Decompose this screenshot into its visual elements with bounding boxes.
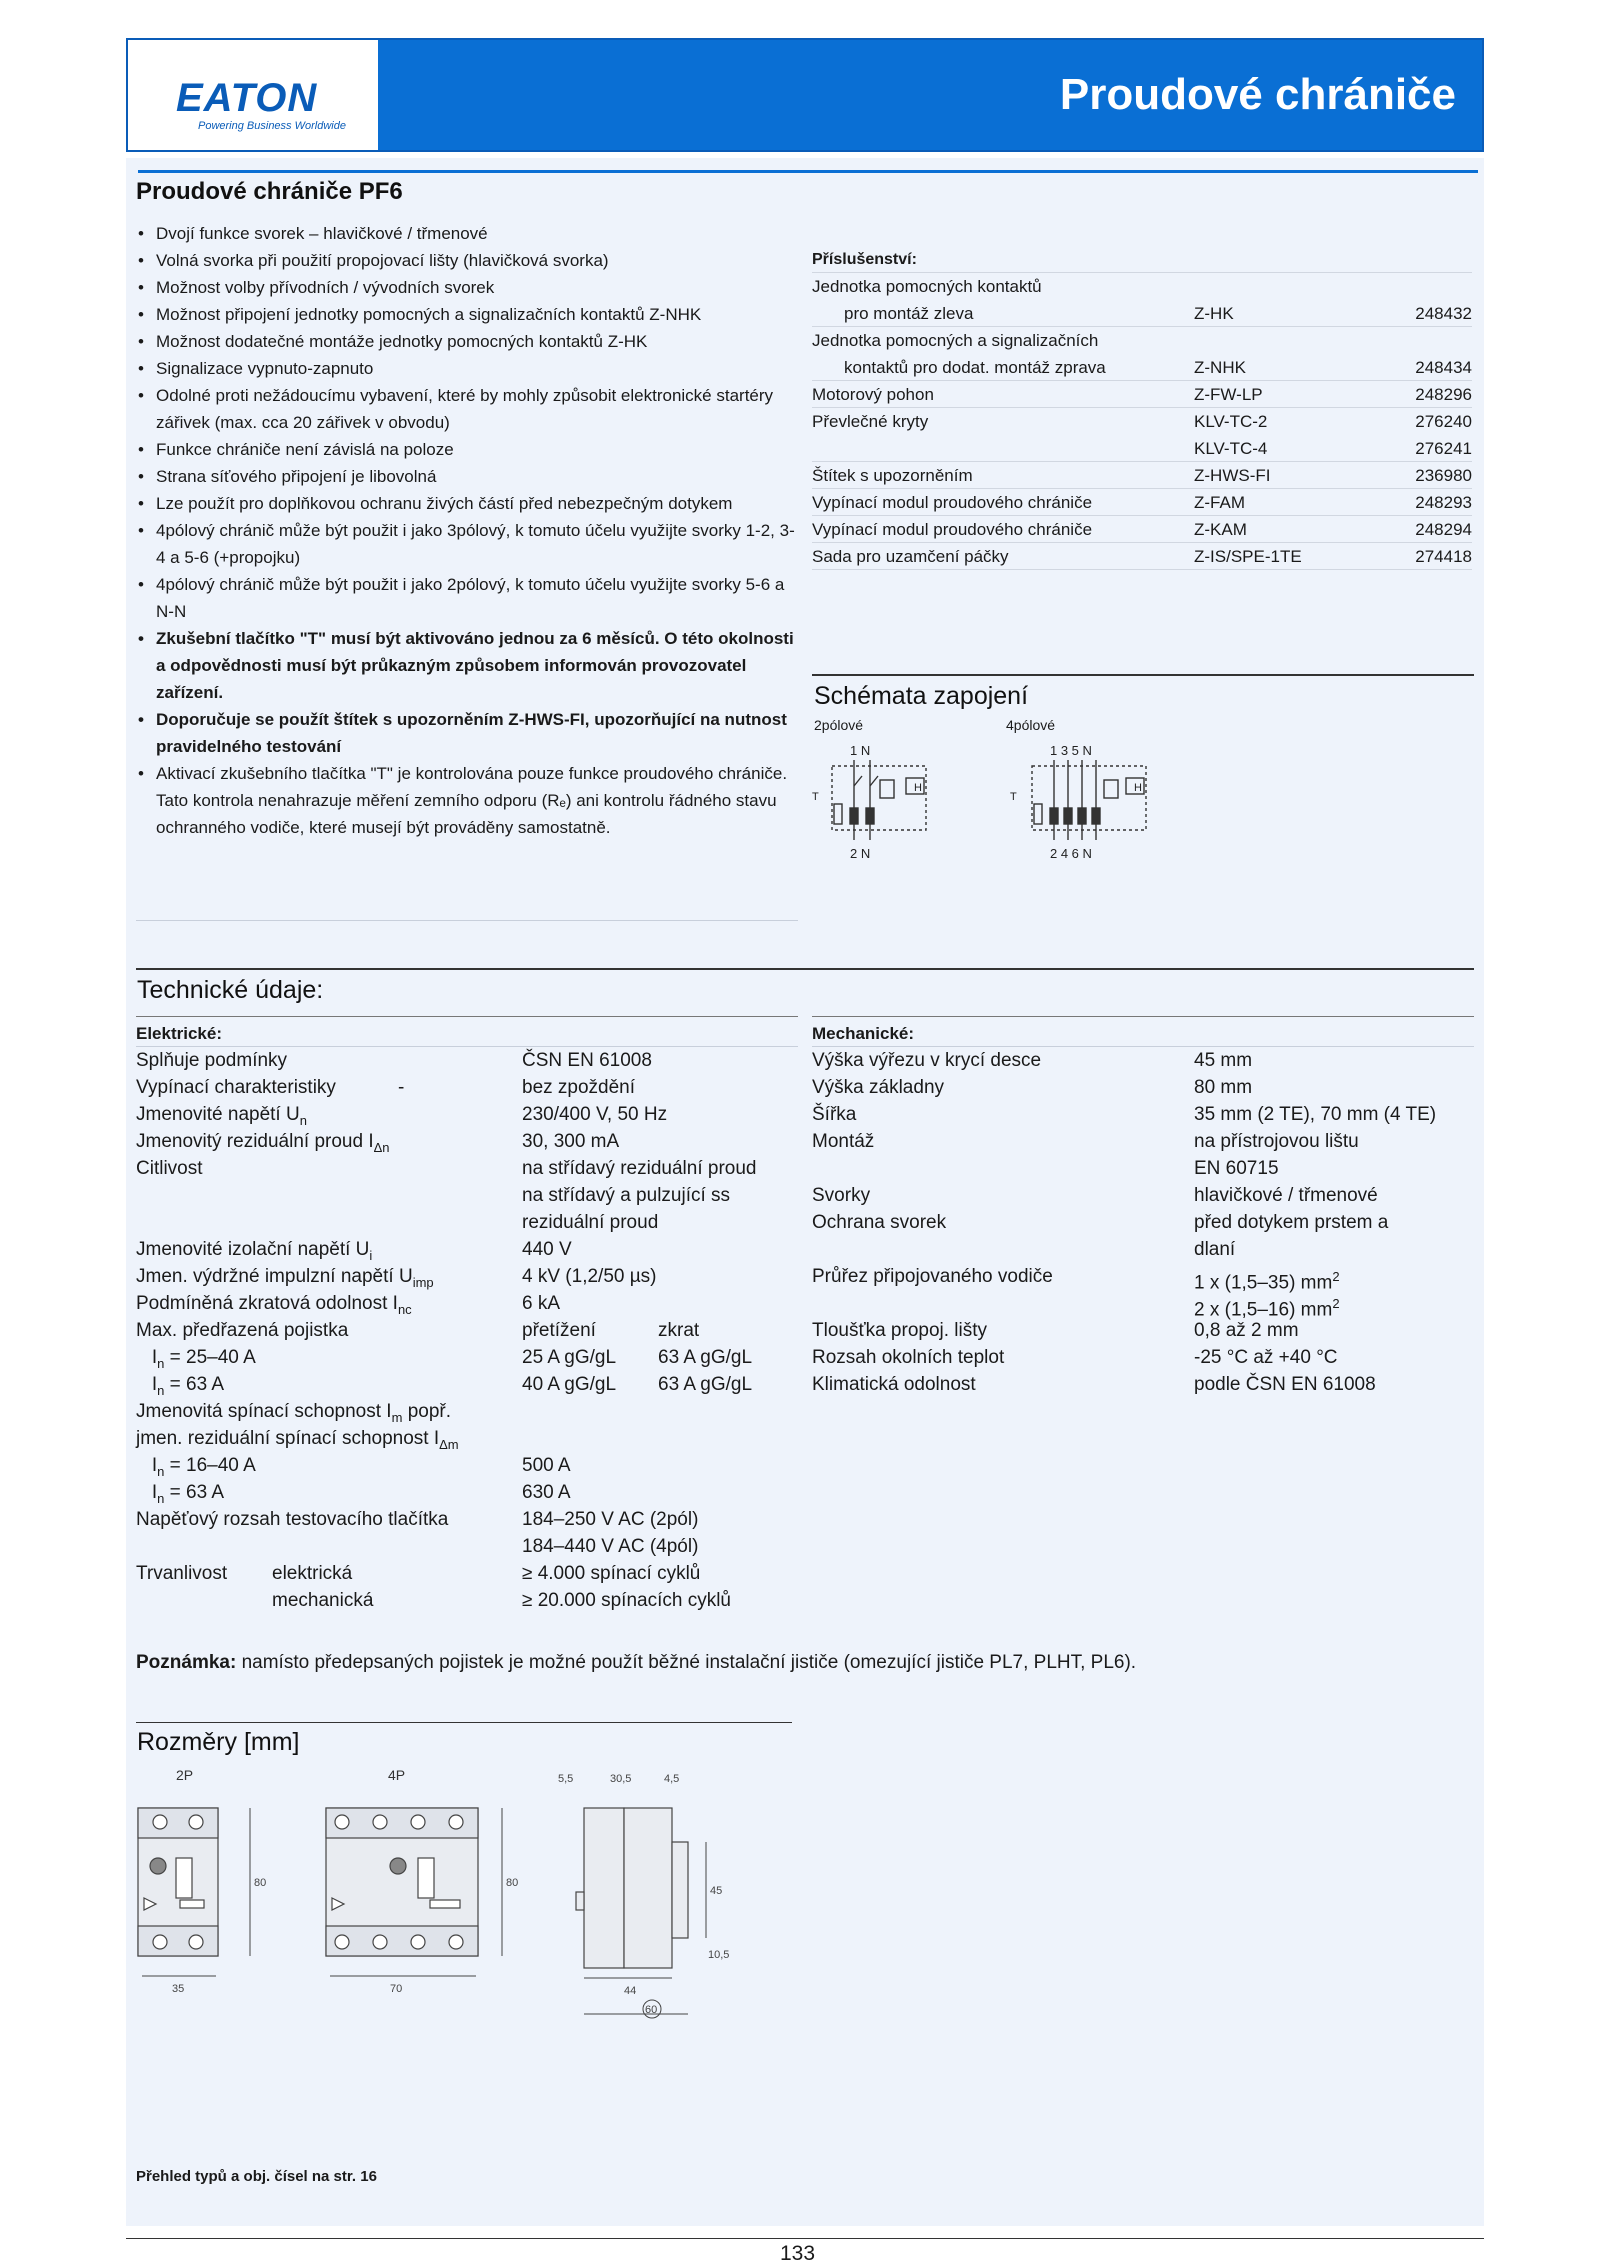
electrical-row bbox=[136, 1479, 798, 1506]
mechanical-param bbox=[812, 1236, 1194, 1263]
accessory-type: Z-HWS-FI bbox=[1194, 466, 1271, 485]
electrical-qualifier bbox=[398, 1479, 522, 1506]
mechanical-title: Mechanické: bbox=[812, 1020, 1474, 1047]
electrical-param bbox=[136, 1128, 398, 1155]
mechanical-row bbox=[812, 1182, 1474, 1209]
electrical-param-text: I bbox=[136, 1482, 158, 1503]
electrical-row bbox=[136, 1317, 798, 1344]
accessory-code: 248296 bbox=[1415, 385, 1472, 404]
eaton-logo bbox=[128, 40, 378, 150]
dimensions-rule bbox=[136, 1722, 792, 1723]
mechanical-row bbox=[812, 1263, 1474, 1294]
feature-item: • Odolné proti nežádoucímu vybavení, které by mohly způsobit elektronické startéry zářivek (max. cca 20 zářivek v obvodu) bbox=[136, 382, 796, 436]
electrical-param bbox=[136, 1371, 398, 1398]
electrical-row bbox=[136, 1425, 798, 1452]
accessory-code: 236980 bbox=[1415, 466, 1472, 485]
dim-side-height: 45 bbox=[710, 1885, 723, 1897]
electrical-value-2: zkrat bbox=[658, 1320, 700, 1341]
accessory-type: KLV-TC-2 bbox=[1194, 412, 1268, 431]
electrical-row bbox=[136, 1398, 798, 1425]
electrical-param-text: Splňuje podmínky bbox=[136, 1050, 288, 1071]
electrical-row bbox=[136, 1182, 798, 1209]
electrical-value: 40 A gG/gL bbox=[522, 1374, 617, 1395]
electrical-param bbox=[136, 1047, 398, 1074]
accessory-row bbox=[812, 516, 1472, 543]
electrical-value bbox=[522, 1425, 798, 1452]
electrical-row bbox=[136, 1074, 798, 1101]
divider bbox=[136, 920, 798, 921]
electrical-value: 25 A gG/gL bbox=[522, 1347, 617, 1368]
electrical-qualifier bbox=[398, 1047, 522, 1074]
electrical-qualifier bbox=[398, 1506, 522, 1533]
feature-item: • Lze použít pro doplňkovou ochranu živých částí před nebezpečným dotykem bbox=[136, 490, 796, 517]
electrical-param-text: Napěťový rozsah testovacího tlačítka bbox=[136, 1509, 449, 1530]
wiring-schemes bbox=[810, 736, 1170, 866]
scheme-4p bbox=[1010, 743, 1146, 861]
mechanical-param: Průřez připojovaného vodiče bbox=[812, 1266, 1053, 1287]
accessory-code: 248293 bbox=[1415, 493, 1472, 512]
electrical-qualifier: mechanická bbox=[272, 1590, 374, 1611]
accessory-name bbox=[812, 435, 1194, 461]
electrical-param bbox=[136, 1209, 398, 1236]
dim-side-small: 10,5 bbox=[708, 1949, 730, 1961]
electrical-qualifier bbox=[398, 1398, 522, 1425]
feature-item: • Aktivací zkušebního tlačítka "T" je kontrolována pouze funkce proudového chrániče. Tato kontrola nenahrazuje měření zemního odporu (Rₑ) ani kontrolu řádného stavu ochranného vodiče, které musejí být prováděny samostatně. bbox=[136, 760, 796, 841]
scheme-2p-t: T bbox=[812, 791, 819, 803]
scheme-4p-top: 1 3 5 N bbox=[1050, 743, 1092, 758]
dim-4p-width: 70 bbox=[390, 1983, 403, 1995]
electrical-title: Elektrické: bbox=[136, 1020, 798, 1047]
feature-list bbox=[136, 220, 796, 841]
feature-item: • Možnost volby přívodních / vývodních svorek bbox=[136, 274, 796, 301]
mechanical-value bbox=[1194, 1047, 1474, 1074]
feature-item: • Zkušební tlačítko "T" musí být aktivováno jednou za 6 měsíců. O této okolnosti a odpovědnosti musí být průkazným způsobem informován provozovatel zařízení. bbox=[136, 625, 796, 706]
top-blue-rule bbox=[138, 170, 1478, 173]
mechanical-value bbox=[1194, 1209, 1474, 1236]
feature-item: • Volná svorka při použití propojovací lišty (hlavičková svorka) bbox=[136, 247, 796, 274]
note-label: Poznámka: bbox=[136, 1652, 237, 1673]
electrical-table bbox=[136, 1020, 798, 1614]
electrical-param bbox=[136, 1587, 272, 1614]
tech-rule bbox=[136, 968, 1474, 970]
page-header bbox=[126, 38, 1484, 152]
mechanical-param: Svorky bbox=[812, 1185, 871, 1206]
electrical-value: ≥ 20.000 spínacích cyklů bbox=[522, 1590, 731, 1611]
dim-2p-width: 35 bbox=[172, 1983, 185, 1995]
note bbox=[136, 1652, 1136, 1674]
tech-left-rule bbox=[136, 1016, 798, 1017]
mechanical-value-text: 45 mm bbox=[1194, 1050, 1253, 1071]
accessory-row bbox=[812, 435, 1472, 462]
electrical-value bbox=[522, 1398, 798, 1425]
scheme-2p-h: H bbox=[914, 782, 922, 794]
electrical-param bbox=[136, 1290, 412, 1317]
electrical-value: 440 V bbox=[522, 1239, 572, 1260]
accessory-row bbox=[812, 543, 1472, 570]
electrical-value: 6 kA bbox=[522, 1293, 561, 1314]
device-side bbox=[576, 1808, 688, 1968]
mechanical-value-text: před dotykem prstem a bbox=[1194, 1212, 1389, 1233]
feature-item: • Doporučuje se použít štítek s upozorněním Z-HWS-FI, upozorňující na nutnost pravidelného testování bbox=[136, 706, 796, 760]
scheme-2p-top: 1 N bbox=[850, 743, 871, 758]
electrical-value: reziduální proud bbox=[522, 1212, 659, 1233]
mechanical-row bbox=[812, 1074, 1474, 1101]
mechanical-value bbox=[1194, 1371, 1474, 1398]
electrical-row bbox=[136, 1344, 798, 1371]
electrical-param-text: Vypínací charakteristiky bbox=[136, 1077, 336, 1098]
electrical-param-suffix: = 25–40 A bbox=[164, 1347, 256, 1368]
electrical-row bbox=[136, 1371, 798, 1398]
feature-item: • 4pólový chránič může být použit i jako 3pólový, k tomuto účelu využijte svorky 1-2, 3-4 a 5-6 (+propojku) bbox=[136, 517, 796, 571]
electrical-param-sub: n bbox=[157, 1463, 165, 1479]
dim-2p-height: 80 bbox=[254, 1877, 267, 1889]
accessory-type: Z-NHK bbox=[1194, 358, 1246, 377]
mechanical-table bbox=[812, 1020, 1474, 1398]
mechanical-param bbox=[812, 1155, 1194, 1182]
electrical-row bbox=[136, 1452, 798, 1479]
order-reference: Přehled typů a obj. čísel na str. 16 bbox=[136, 2168, 377, 2185]
mechanical-param: Tloušťka propoj. lišty bbox=[812, 1320, 988, 1341]
tech-title: Technické údaje: bbox=[137, 976, 324, 1004]
accessory-row bbox=[812, 462, 1472, 489]
electrical-value: 184–250 V AC (2pól) bbox=[522, 1509, 699, 1530]
electrical-param-suffix: = 63 A bbox=[164, 1482, 225, 1503]
accessory-name: kontaktů pro dodat. montáž zprava bbox=[844, 358, 1106, 377]
mechanical-value bbox=[1194, 1101, 1474, 1128]
electrical-param bbox=[136, 1479, 398, 1506]
electrical-row bbox=[136, 1047, 798, 1074]
device-2p bbox=[138, 1808, 218, 1956]
accessory-row bbox=[812, 273, 1472, 300]
mechanical-value-text: EN 60715 bbox=[1194, 1158, 1279, 1179]
mechanical-value-text: dlaní bbox=[1194, 1239, 1236, 1260]
electrical-param-suffix: = 16–40 A bbox=[164, 1455, 256, 1476]
electrical-qualifier bbox=[398, 1209, 522, 1236]
electrical-param-suffix: popř. bbox=[402, 1401, 452, 1422]
accessory-name: Štítek s upozorněním bbox=[812, 466, 973, 485]
feature-item: • Dvojí funkce svorek – hlavičkové / třmenové bbox=[136, 220, 796, 247]
mechanical-row bbox=[812, 1155, 1474, 1182]
electrical-param bbox=[136, 1263, 434, 1290]
electrical-row bbox=[136, 1560, 798, 1587]
electrical-param bbox=[136, 1182, 398, 1209]
dimension-drawings bbox=[130, 1762, 790, 2032]
accessory-type: Z-HK bbox=[1194, 304, 1234, 323]
electrical-qualifier bbox=[398, 1371, 522, 1398]
mechanical-value-text: 80 mm bbox=[1194, 1077, 1253, 1098]
dim-side-top-3: 4,5 bbox=[664, 1773, 680, 1785]
electrical-row bbox=[136, 1101, 798, 1128]
electrical-qualifier bbox=[398, 1317, 522, 1344]
electrical-qualifier: elektrická bbox=[272, 1563, 353, 1584]
mechanical-value-text: na přístrojovou lištu bbox=[1194, 1131, 1359, 1152]
mechanical-row bbox=[812, 1101, 1474, 1128]
scheme-2p-bottom: 2 N bbox=[850, 846, 871, 861]
header-band bbox=[378, 40, 1482, 150]
accessory-row bbox=[812, 300, 1472, 327]
accessory-type: Z-IS/SPE-1TE bbox=[1194, 547, 1302, 566]
electrical-param-text: Max. předřazená pojistka bbox=[136, 1320, 349, 1341]
electrical-param-text: Jmenovitá spínací schopnost I bbox=[136, 1401, 392, 1422]
accessory-row bbox=[812, 354, 1472, 381]
product-title: Proudové chrániče PF6 bbox=[136, 178, 403, 205]
mechanical-row bbox=[812, 1317, 1474, 1344]
accessories-table bbox=[812, 246, 1472, 570]
mechanical-value bbox=[1194, 1263, 1474, 1294]
accessory-name: Vypínací modul proudového chrániče bbox=[812, 493, 1093, 512]
electrical-value: přetížení bbox=[522, 1320, 596, 1341]
scheme-4p-h: H bbox=[1134, 782, 1142, 794]
mechanical-value bbox=[1194, 1155, 1474, 1182]
electrical-row bbox=[136, 1290, 798, 1317]
dim-side-top-2: 30,5 bbox=[610, 1773, 632, 1785]
accessory-type bbox=[1194, 273, 1394, 299]
mechanical-value-sup: 2 bbox=[1332, 1296, 1340, 1311]
scheme-2p-label: 2pólové bbox=[814, 717, 864, 733]
electrical-param-sub: n bbox=[299, 1112, 307, 1128]
mechanical-value-sup: 2 bbox=[1332, 1269, 1340, 1284]
electrical-value: 500 A bbox=[522, 1455, 571, 1476]
accessory-type: Z-FW-LP bbox=[1194, 385, 1263, 404]
electrical-row bbox=[136, 1263, 798, 1290]
electrical-param-sub: nc bbox=[397, 1301, 412, 1317]
accessory-type bbox=[1194, 327, 1394, 353]
electrical-qualifier bbox=[398, 1533, 522, 1560]
schemes-rule bbox=[812, 674, 1474, 676]
electrical-param bbox=[136, 1101, 398, 1128]
electrical-qualifier bbox=[398, 1128, 522, 1155]
device-4p bbox=[326, 1808, 478, 1956]
mechanical-value bbox=[1194, 1236, 1474, 1263]
mechanical-row bbox=[812, 1209, 1474, 1236]
electrical-row bbox=[136, 1506, 798, 1533]
mechanical-row bbox=[812, 1236, 1474, 1263]
mechanical-param bbox=[812, 1290, 1194, 1317]
mechanical-param: Montáž bbox=[812, 1131, 875, 1152]
electrical-value: bez zpoždění bbox=[522, 1077, 636, 1098]
electrical-param-sub: imp bbox=[412, 1274, 434, 1290]
mechanical-value-text: 2 x (1,5–16) mm bbox=[1194, 1299, 1333, 1321]
mechanical-row bbox=[812, 1128, 1474, 1155]
mechanical-param: Klimatická odolnost bbox=[812, 1374, 976, 1395]
electrical-param bbox=[136, 1398, 452, 1425]
logo-tagline: Powering Business Worldwide bbox=[198, 120, 346, 132]
electrical-value-2: 63 A gG/gL bbox=[658, 1374, 753, 1395]
mechanical-value-text: hlavičkové / třmenové bbox=[1194, 1185, 1378, 1206]
electrical-value: 30, 300 mA bbox=[522, 1131, 620, 1152]
feature-item: • Možnost dodatečné montáže jednotky pomocných kontaktů Z-HK bbox=[136, 328, 796, 355]
electrical-value: 630 A bbox=[522, 1482, 571, 1503]
electrical-param-sub: Δn bbox=[373, 1139, 390, 1155]
electrical-param-sub: m bbox=[391, 1409, 403, 1425]
tech-right-rule bbox=[812, 1016, 1474, 1017]
feature-item: • Strana síťového připojení je libovolná bbox=[136, 463, 796, 490]
note-text: namísto předepsaných pojistek je možné použít běžné instalační jističe (omezující jističe PL7, PLHT, PL6). bbox=[236, 1652, 1137, 1673]
electrical-param bbox=[136, 1533, 398, 1560]
electrical-value: ČSN EN 61008 bbox=[522, 1050, 652, 1071]
electrical-qualifier bbox=[398, 1182, 522, 1209]
electrical-param bbox=[136, 1236, 398, 1263]
schemes-title: Schémata zapojení bbox=[814, 682, 1029, 710]
dim-2p-label: 2P bbox=[176, 1767, 194, 1783]
electrical-param bbox=[136, 1506, 449, 1533]
accessory-code: 248432 bbox=[1415, 304, 1472, 323]
mechanical-value-text: podle ČSN EN 61008 bbox=[1194, 1374, 1376, 1395]
electrical-param-sub: n bbox=[157, 1382, 165, 1398]
electrical-qualifier bbox=[398, 1155, 522, 1182]
electrical-param-text: Citlivost bbox=[136, 1158, 203, 1179]
electrical-param bbox=[136, 1344, 398, 1371]
mechanical-param: Šířka bbox=[812, 1104, 857, 1125]
electrical-param-text: Podmíněná zkratová odolnost I bbox=[136, 1293, 398, 1314]
accessory-code: 248434 bbox=[1415, 358, 1472, 377]
electrical-param-sub: Δm bbox=[439, 1436, 459, 1452]
footer-rule bbox=[126, 2238, 1484, 2239]
electrical-param-sub: n bbox=[157, 1490, 165, 1506]
accessory-code bbox=[1394, 327, 1472, 353]
mechanical-value-text: 35 mm (2 TE), 70 mm (4 TE) bbox=[1194, 1104, 1437, 1125]
accessory-row bbox=[812, 489, 1472, 516]
accessory-type: KLV-TC-4 bbox=[1194, 439, 1268, 458]
scheme-2p bbox=[812, 743, 926, 861]
accessory-code bbox=[1394, 273, 1472, 299]
accessories-title: Příslušenství: bbox=[812, 246, 1472, 273]
accessory-name: Převlečné kryty bbox=[812, 412, 929, 431]
accessory-name: Jednotka pomocných a signalizačních bbox=[812, 331, 1099, 350]
electrical-param-text: Jmen. výdržné impulzní napětí U bbox=[136, 1266, 413, 1287]
electrical-param bbox=[136, 1560, 272, 1587]
accessory-row bbox=[812, 381, 1472, 408]
dim-side-width: 44 bbox=[624, 1985, 637, 1997]
mechanical-value-text: 0,8 až 2 mm bbox=[1194, 1320, 1299, 1341]
electrical-row bbox=[136, 1155, 798, 1182]
electrical-param-text: Jmenovité napětí U bbox=[136, 1104, 300, 1125]
electrical-qualifier bbox=[398, 1344, 522, 1371]
dim-4p-label: 4P bbox=[388, 1767, 406, 1783]
accessory-code: 248294 bbox=[1415, 520, 1472, 539]
electrical-param-text: I bbox=[136, 1455, 158, 1476]
electrical-param bbox=[136, 1074, 398, 1101]
mechanical-value bbox=[1194, 1317, 1474, 1344]
electrical-param bbox=[136, 1452, 398, 1479]
accessory-type: Z-KAM bbox=[1194, 520, 1247, 539]
electrical-qualifier bbox=[398, 1290, 522, 1317]
electrical-row bbox=[136, 1128, 798, 1155]
electrical-row bbox=[136, 1587, 798, 1614]
electrical-param-sub: i bbox=[369, 1247, 373, 1263]
electrical-qualifier: - bbox=[398, 1077, 405, 1098]
electrical-param-text: jmen. reziduální spínací schopnost I bbox=[136, 1428, 440, 1449]
electrical-qualifier bbox=[398, 1236, 522, 1263]
mechanical-row bbox=[812, 1047, 1474, 1074]
page-number: 133 bbox=[780, 2242, 816, 2263]
dimensions-title: Rozměry [mm] bbox=[137, 1728, 300, 1756]
electrical-row bbox=[136, 1236, 798, 1263]
accessory-name: pro montáž zleva bbox=[844, 304, 974, 323]
electrical-qualifier bbox=[398, 1263, 522, 1290]
electrical-row bbox=[136, 1533, 798, 1560]
mechanical-value bbox=[1194, 1074, 1474, 1101]
mechanical-value-text: 1 x (1,5–35) mm bbox=[1194, 1272, 1333, 1294]
electrical-param-text: I bbox=[136, 1347, 158, 1368]
mechanical-param: Rozsah okolních teplot bbox=[812, 1347, 1005, 1368]
scheme-4p-label: 4pólové bbox=[1006, 717, 1056, 733]
electrical-value: na střídavý reziduální proud bbox=[522, 1158, 757, 1179]
electrical-value: na střídavý a pulzující ss bbox=[522, 1185, 731, 1206]
electrical-qualifier bbox=[398, 1425, 522, 1452]
accessory-type: Z-FAM bbox=[1194, 493, 1245, 512]
mechanical-value-text: -25 °C až +40 °C bbox=[1194, 1347, 1338, 1368]
dim-4p-height: 80 bbox=[506, 1877, 519, 1889]
mechanical-row bbox=[812, 1344, 1474, 1371]
mechanical-value bbox=[1194, 1344, 1474, 1371]
electrical-value: 4 kV (1,2/50 µs) bbox=[522, 1266, 657, 1287]
accessory-row bbox=[812, 408, 1472, 435]
accessory-name: Jednotka pomocných kontaktů bbox=[812, 277, 1042, 296]
mechanical-param: Ochrana svorek bbox=[812, 1212, 947, 1233]
electrical-value: 230/400 V, 50 Hz bbox=[522, 1104, 668, 1125]
page-title: Proudové chrániče bbox=[1059, 70, 1456, 119]
feature-item: • 4pólový chránič může být použit i jako 2pólový, k tomuto účelu využijte svorky 5-6 a N-N bbox=[136, 571, 796, 625]
electrical-param bbox=[136, 1317, 398, 1344]
electrical-value: 184–440 V AC (4pól) bbox=[522, 1536, 699, 1557]
electrical-value-2: 63 A gG/gL bbox=[658, 1347, 753, 1368]
mechanical-value bbox=[1194, 1290, 1474, 1321]
mechanical-param: Výška výřezu v krycí desce bbox=[812, 1050, 1042, 1071]
accessory-name: Vypínací modul proudového chrániče bbox=[812, 520, 1093, 539]
scheme-4p-t: T bbox=[1010, 791, 1017, 803]
electrical-qualifier bbox=[398, 1101, 522, 1128]
mechanical-value bbox=[1194, 1128, 1474, 1155]
electrical-value: ≥ 4.000 spínací cyklů bbox=[522, 1563, 701, 1584]
accessory-code: 276240 bbox=[1415, 412, 1472, 431]
electrical-param-text: Trvanlivost bbox=[136, 1563, 228, 1584]
electrical-param bbox=[136, 1155, 398, 1182]
feature-item: • Funkce chrániče není závislá na poloze bbox=[136, 436, 796, 463]
electrical-param-suffix: = 63 A bbox=[164, 1374, 225, 1395]
dim-labels bbox=[176, 1767, 405, 1783]
electrical-param-text: I bbox=[136, 1374, 158, 1395]
mechanical-row bbox=[812, 1290, 1474, 1321]
scheme-4p-bottom: 2 4 6 N bbox=[1050, 846, 1092, 861]
electrical-row bbox=[136, 1209, 798, 1236]
mechanical-row bbox=[812, 1371, 1474, 1398]
logo-wordmark: EATON bbox=[176, 76, 318, 120]
mechanical-param: Výška základny bbox=[812, 1077, 945, 1098]
dim-side-total: 60 bbox=[645, 2004, 658, 2016]
feature-item: • Signalizace vypnuto-zapnuto bbox=[136, 355, 796, 382]
electrical-param-text: Jmenovité izolační napětí U bbox=[136, 1239, 370, 1260]
electrical-param-text: Jmenovitý reziduální proud I bbox=[136, 1131, 374, 1152]
feature-item: • Možnost připojení jednotky pomocných a signalizačních kontaktů Z-NHK bbox=[136, 301, 796, 328]
electrical-qualifier bbox=[398, 1452, 522, 1479]
accessory-code: 274418 bbox=[1415, 547, 1472, 566]
accessory-code: 276241 bbox=[1415, 439, 1472, 458]
accessory-name: Motorový pohon bbox=[812, 385, 934, 404]
accessory-row bbox=[812, 327, 1472, 354]
dim-side-top-1: 5,5 bbox=[558, 1773, 574, 1785]
mechanical-value bbox=[1194, 1182, 1474, 1209]
accessory-name: Sada pro uzamčení páčky bbox=[812, 547, 1009, 566]
electrical-param-sub: n bbox=[157, 1355, 165, 1371]
